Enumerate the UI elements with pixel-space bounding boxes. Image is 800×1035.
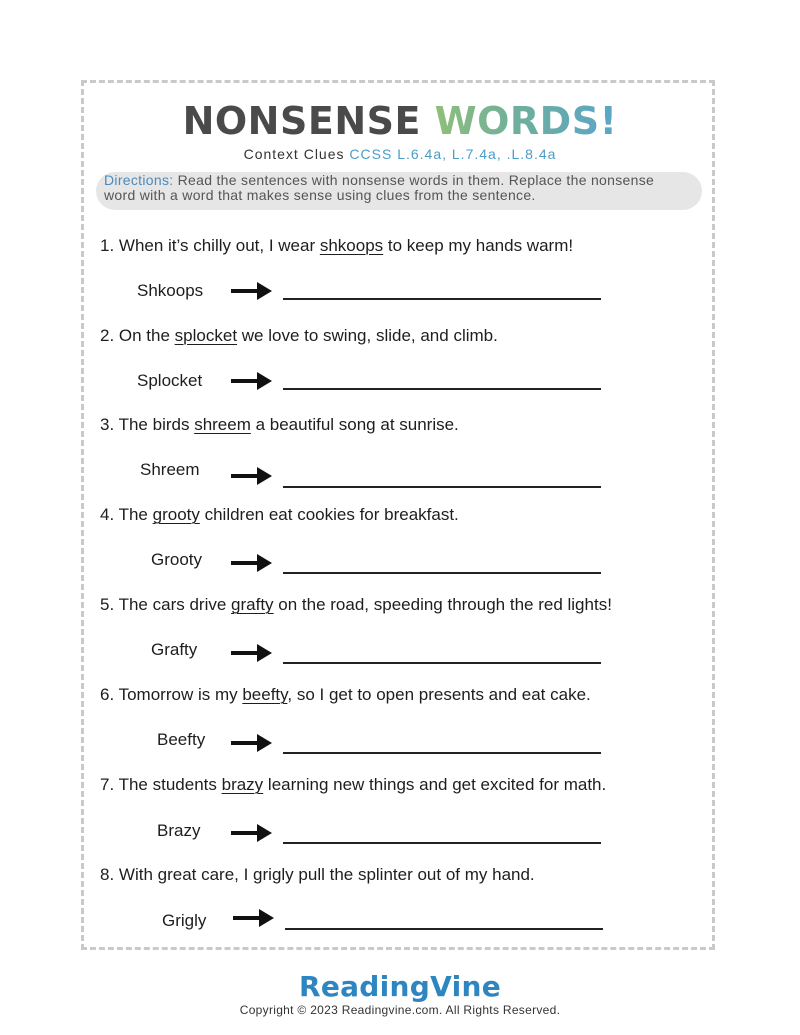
arrow-right-icon xyxy=(231,466,273,486)
readingvine-logo xyxy=(0,970,800,1003)
answer-label-1: Shkoops xyxy=(137,281,204,300)
answer-label-5: Grafty xyxy=(151,640,198,659)
question-7 xyxy=(100,775,606,795)
nonsense-word: grooty xyxy=(152,505,200,524)
arrow-right-icon xyxy=(231,823,273,843)
arrow-right-icon xyxy=(231,733,273,753)
question-8 xyxy=(100,865,535,885)
answer-label-7: Brazy xyxy=(157,821,201,840)
question-prefix: 7. The students xyxy=(100,775,222,794)
arrow-right-icon xyxy=(233,908,275,928)
answer-line-3[interactable] xyxy=(283,486,601,488)
question-prefix: 6. Tomorrow is my xyxy=(100,685,243,704)
question-prefix: 1. When it’s chilly out, I wear xyxy=(100,236,320,255)
answer-line-7[interactable] xyxy=(283,842,601,844)
arrow-right-icon xyxy=(231,553,273,573)
question-suffix: learning new things and get excited for math. xyxy=(263,775,607,794)
answer-label-2: Splocket xyxy=(137,371,203,390)
question-suffix: children eat cookies for breakfast. xyxy=(199,505,459,524)
answer-label-4: Grooty xyxy=(151,550,203,569)
question-prefix: 3. The birds xyxy=(100,415,195,434)
title-words: WORDS! xyxy=(434,99,618,143)
question-6 xyxy=(100,685,591,705)
answer-line-4[interactable] xyxy=(283,572,601,574)
copyright-text: Copyright © 2023 Readingvine.com. All Rights Reserved. xyxy=(239,1003,561,1017)
question-prefix: 8. With great care, I grigly pull the splinter out of my hand. xyxy=(100,865,535,884)
arrow-right-icon xyxy=(231,281,273,301)
answer-label-6: Beefty xyxy=(157,730,206,749)
question-prefix: 5. The cars drive xyxy=(100,595,232,614)
answer-label-8: Grigly xyxy=(162,911,207,930)
directions-box xyxy=(96,172,702,210)
question-5 xyxy=(100,595,612,615)
nonsense-word: shreem xyxy=(194,415,251,434)
question-3 xyxy=(100,415,459,435)
nonsense-word: splocket xyxy=(174,326,238,345)
answer-line-5[interactable] xyxy=(283,662,601,664)
worksheet-subtitle xyxy=(0,146,800,162)
logo-reading: Reading xyxy=(298,970,431,1003)
question-2 xyxy=(100,326,498,346)
worksheet-title xyxy=(0,98,800,144)
question-suffix: to keep my hands warm! xyxy=(383,236,574,255)
arrow-right-icon xyxy=(231,643,273,663)
answer-line-1[interactable] xyxy=(283,298,601,300)
nonsense-word: grafty xyxy=(231,595,274,614)
question-suffix: we love to swing, slide, and climb. xyxy=(237,326,498,345)
subtitle-label: Context Clues xyxy=(243,146,350,162)
directions-label: Directions: xyxy=(104,172,174,188)
logo-vine: Vine xyxy=(430,970,502,1003)
arrow-right-icon xyxy=(231,371,273,391)
answer-line-2[interactable] xyxy=(283,388,601,390)
nonsense-word: beefty xyxy=(242,685,288,704)
question-1 xyxy=(100,236,573,256)
directions-text: Read the sentences with nonsense words in them. Replace the nonsense word with a word that makes sense using clues from the sentence. xyxy=(104,172,655,203)
subtitle-standards: CCSS L.6.4a, L.7.4a, .L.8.4a xyxy=(349,146,557,162)
answer-line-8[interactable] xyxy=(285,928,603,930)
question-4 xyxy=(100,505,459,525)
question-prefix: 2. On the xyxy=(100,326,175,345)
title-nonsense: NONSENSE xyxy=(182,99,435,143)
answer-line-6[interactable] xyxy=(283,752,601,754)
nonsense-word: brazy xyxy=(221,775,264,794)
question-prefix: 4. The xyxy=(100,505,153,524)
answer-label-3: Shreem xyxy=(140,460,200,479)
nonsense-word: shkoops xyxy=(319,236,384,255)
question-suffix: on the road, speeding through the red lights! xyxy=(273,595,612,614)
question-suffix: a beautiful song at sunrise. xyxy=(250,415,459,434)
question-suffix: , so I get to open presents and eat cake. xyxy=(287,685,591,704)
